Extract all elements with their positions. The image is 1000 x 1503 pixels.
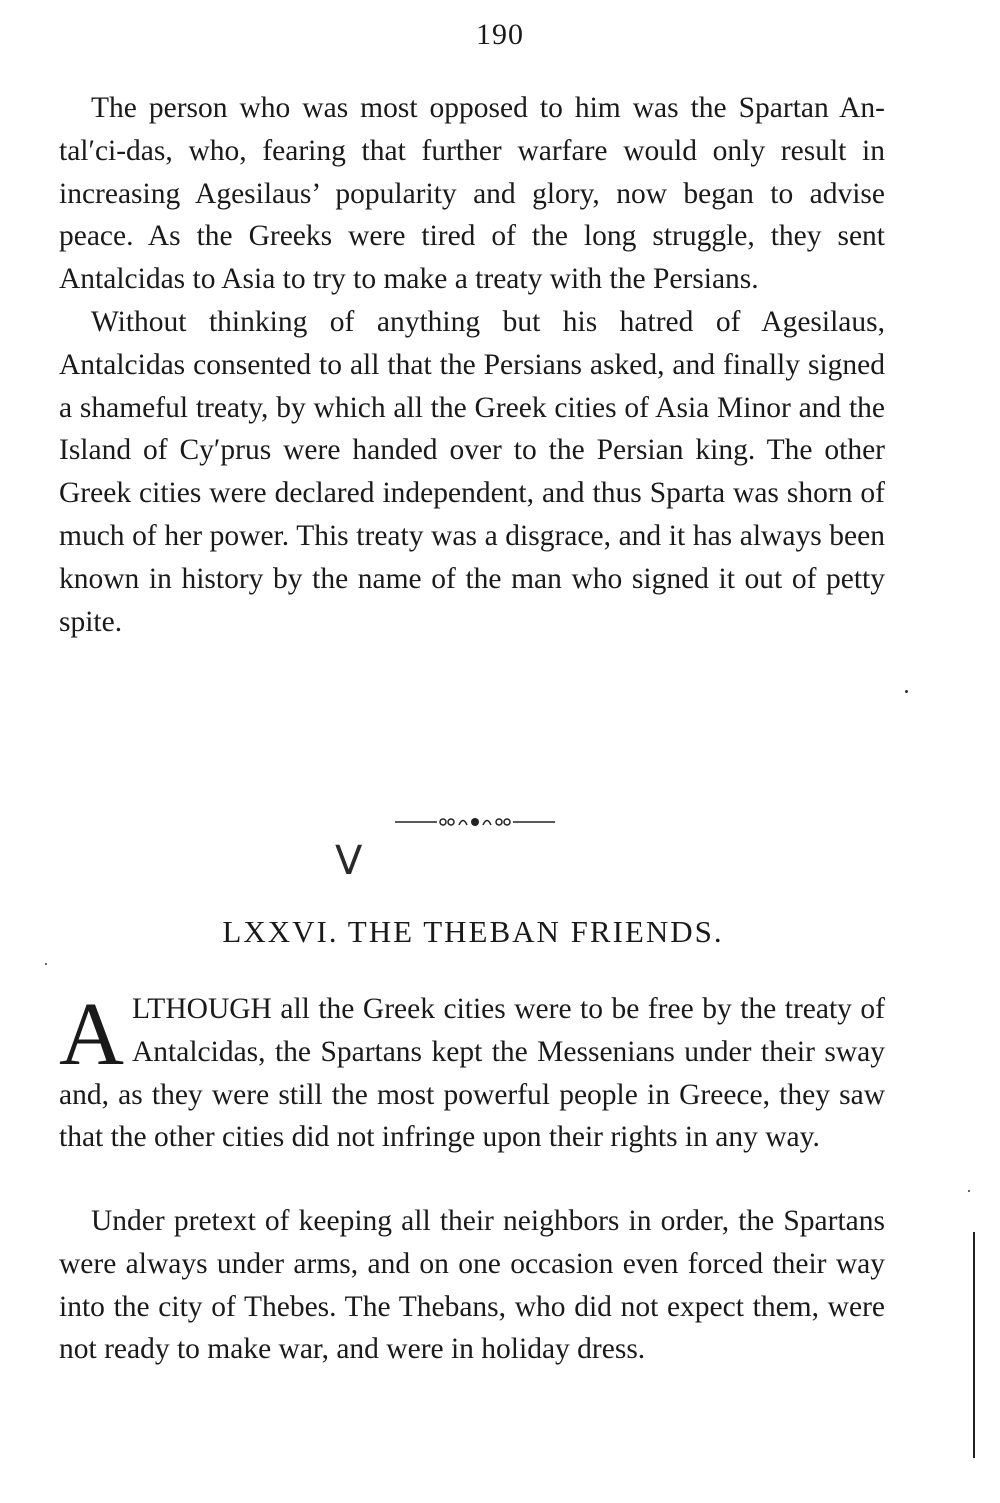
paragraph-pretext: Under pretext of keeping all their neighbors in order, the Spartans were always under arms, and on one occasion even forced their way into the city of Thebes. The Thebans, who did not expect them, were not ready to make war, and were in holiday dress. [59,1205,885,1366]
text-block-top [59,87,885,643]
drop-cap: A [59,985,124,1084]
paragraph-antalcidas: The person who was most opposed to him was the Spartan An-tal′ci-das, who, fearing that further warfare would only result in increasing Agesilaus’ popularity and glory, now began to advise peace. As the Greeks were tired of the long struggle, they sent Antalcidas to Asia to try to make a treaty with the Persians. [59,92,885,296]
ornament-divider-icon [395,812,555,832]
handwritten-mark: V [335,838,363,884]
scan-speck [45,963,47,965]
scan-edge-line [973,1232,975,1458]
text-block-bottom [59,1200,885,1371]
text-block-chapter [59,985,885,1159]
page-number: 190 [476,18,524,51]
scan-speck [968,1190,970,1192]
paragraph-treaty: Without thinking of anything but his hatred of Agesilaus, Antalcidas consented to all that the Persians asked, and finally signed a shameful treaty, by which all the Greek cities of Asia Minor and the Island of Cy′prus were handed over to the Persian king. The other Greek cities were declared independent, and thus Sparta was shorn of much of her power. This treaty was a disgrace, and it has always been known in history by the name of the man who signed it out of petty spite. [59,305,885,638]
paragraph-although-text: LTHOUGH all the Greek cities were to be free by the treaty of Antalcidas, the Spartans kept the Messenians under their sway and, as they were still the most powerful people in Greece, they saw that the other cities did not infringe upon their rights in any way. [59,993,885,1154]
scan-speck [905,690,908,693]
paragraph-although [59,985,885,1159]
chapter-title: LXXVI. THE THEBAN FRIENDS. [222,914,724,949]
